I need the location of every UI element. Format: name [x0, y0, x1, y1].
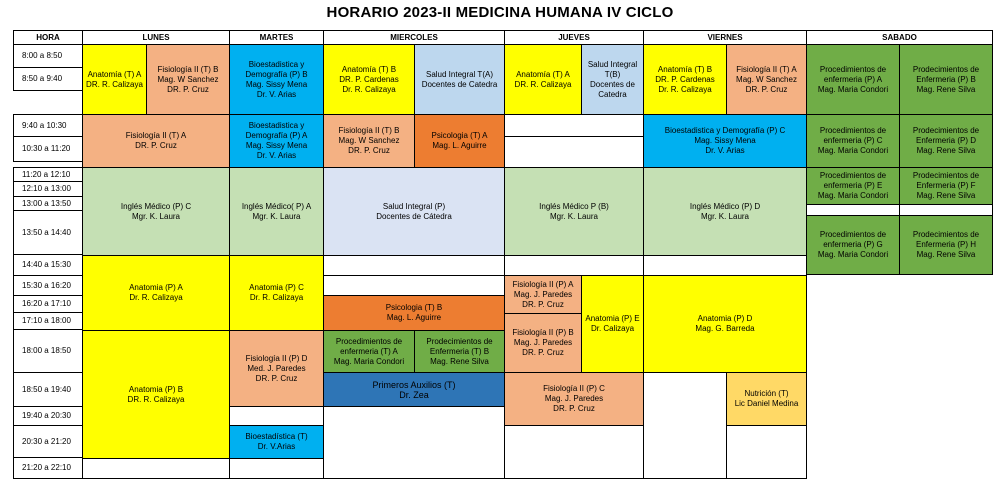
empty-cell [323, 255, 505, 276]
time-slot: 14:40 a 15:30 [13, 254, 83, 276]
time-slot: 21:20 a 22:10 [13, 457, 83, 479]
empty-cell [643, 255, 807, 276]
time-slot: 17:10 a 18:00 [13, 312, 83, 330]
time-slot: 8:50 a 9:40 [13, 67, 83, 91]
course-block: Anatomia (P) D Mag. G. Barreda [643, 275, 807, 373]
header-jueves: JUEVES [504, 30, 644, 45]
course-block: Salud Integral T(B) Docentes de Catedra [581, 44, 644, 115]
time-slot: 20:30 a 21:20 [13, 425, 83, 458]
header-hora: HORA [13, 30, 83, 45]
time-slot: 19:40 a 20:30 [13, 406, 83, 426]
empty-cell [504, 114, 644, 137]
course-block: Prodecimientos de Enfermeria (P) F Mag. Rene Silva [899, 167, 993, 205]
time-slot: 8:00 a 8:50 [13, 44, 83, 68]
header-martes: MARTES [229, 30, 324, 45]
course-block: Anatomía (T) A DR. R. Calizaya [82, 44, 147, 115]
course-block: Fisiología II (P) C Mag. J. Paredes DR. P. Cruz [504, 372, 644, 426]
course-block: Bioestadistica y Demografía (P) A Mag. Sissy Mena Dr. V. Arias [229, 114, 324, 168]
course-block: Fisiología II (T) B Mag. W Sanchez DR. P. Cruz [323, 114, 415, 168]
course-block: Procedimientos de enfermeria (P) C Mag. Maria Condori [806, 114, 900, 168]
course-block: Fisiología II (T) A DR. P. Cruz [82, 114, 230, 168]
empty-cell [726, 425, 807, 479]
schedule-table [13, 30, 999, 479]
header-lunes: LUNES [82, 30, 230, 45]
empty-cell [504, 255, 644, 276]
course-block: Prodecimientos de Enfermeria (P) B Mag. Rene Silva [899, 44, 993, 115]
header-viernes: VIERNES [643, 30, 807, 45]
header-miercoles: MIERCOLES [323, 30, 505, 45]
course-block: Procedimientos de enfermeria (P) G Mag. Maria Condori [806, 215, 900, 275]
course-block: Nutrición (T) Lic Daniel Medina [726, 372, 807, 426]
course-block: Psicologia (T) B Mag. L. Aguirre [323, 295, 505, 331]
time-slot: 16:20 a 17:10 [13, 295, 83, 313]
course-block: Anatomia (P) E Dr. Calizaya [581, 275, 644, 373]
course-block: Anatomia (P) C Dr. R. Calizaya [229, 255, 324, 331]
time-slot: 9:40 a 10:30 [13, 114, 83, 137]
course-block: Inglés Médico (P) C Mgr. K. Laura [82, 167, 230, 256]
course-block: Fisiología II (P) B Mag. J. Paredes DR. P. Cruz [504, 313, 582, 373]
course-block: Bioestadistica y Demografía (P) B Mag. Sissy Mena Dr. V. Arias [229, 44, 324, 115]
course-block: Salud Integral (P) Docentes de Cátedra [323, 167, 505, 256]
course-block: Anatomía (T) A DR. R. Calizaya [504, 44, 582, 115]
course-block: Bioestadística (T) Dr. V.Arias [229, 425, 324, 459]
time-slot: 18:50 a 19:40 [13, 372, 83, 407]
empty-cell [643, 372, 727, 479]
course-block: Bioestadistica y Demografía (P) C Mag. Sissy Mena Dr. V. Arias [643, 114, 807, 168]
empty-cell [323, 275, 505, 296]
time-slot: 12:10 a 13:00 [13, 181, 83, 197]
course-block: Fisiología II (P) A Mag. J. Paredes DR. P. Cruz [504, 275, 582, 314]
course-block: Primeros Auxilios (T) Dr. Zea [323, 372, 505, 407]
course-block: Fisiología II (P) D Med. J. Paredes DR. P. Cruz [229, 330, 324, 407]
empty-cell [229, 406, 324, 426]
course-block: Anatomia (P) B DR. R. Calizaya [82, 330, 230, 459]
empty-cell [323, 406, 505, 479]
empty-cell [229, 458, 324, 479]
course-block: Inglés Médico (P) D Mgr. K. Laura [643, 167, 807, 256]
course-block: Psicologia (T) A Mag. L. Aguirre [414, 114, 505, 168]
course-block: Fisiología II (T) B Mag. W Sanchez DR. P. Cruz [146, 44, 230, 115]
course-block: Inglés Médico( P) A Mgr. K. Laura [229, 167, 324, 256]
course-block: Procedimientos de enfermeria (P) A Mag. Maria Condori [806, 44, 900, 115]
course-block: Salud Integral T(A) Docentes de Catedra [414, 44, 505, 115]
time-slot: 15:30 a 16:20 [13, 275, 83, 296]
empty-cell [82, 458, 230, 479]
time-slot: 13:00 a 13:50 [13, 196, 83, 211]
course-block: Anatomía (T) B DR. P. Cardenas Dr. R. Calizaya [643, 44, 727, 115]
header-sabado: SABADO [806, 30, 993, 45]
time-slot: 18:00 a 18:50 [13, 329, 83, 373]
page-title: HORARIO 2023-II MEDICINA HUMANA IV CICLO [326, 4, 674, 21]
empty-cell [504, 136, 644, 168]
time-slot: 10:30 a 11:20 [13, 136, 83, 162]
time-slot: 11:20 a 12:10 [13, 167, 83, 182]
course-block: Prodecimientos de Enfermeria (T) B Mag. Rene Silva [414, 330, 505, 373]
course-block: Inglés Médico P (B) Mgr. K. Laura [504, 167, 644, 256]
course-block: Anatomía (T) B DR. P. Cardenas Dr. R. Calizaya [323, 44, 415, 115]
course-block: Procedimientos de enfermeria (T) A Mag. Maria Condori [323, 330, 415, 373]
course-block: Procedimientos de enfermeria (P) E Mag. Maria Condori [806, 167, 900, 205]
empty-cell [504, 425, 644, 479]
course-block: Anatomia (P) A Dr. R. Calizaya [82, 255, 230, 331]
course-block: Prodecimientos de Enfermeria (P) D Mag. Rene Silva [899, 114, 993, 168]
course-block: Prodecimientos de Enfermeria (P) H Mag. Rene Silva [899, 215, 993, 275]
time-slot: 13:50 a 14:40 [13, 210, 83, 255]
course-block: Fisiología II (T) A Mag. W Sanchez DR. P. Cruz [726, 44, 807, 115]
